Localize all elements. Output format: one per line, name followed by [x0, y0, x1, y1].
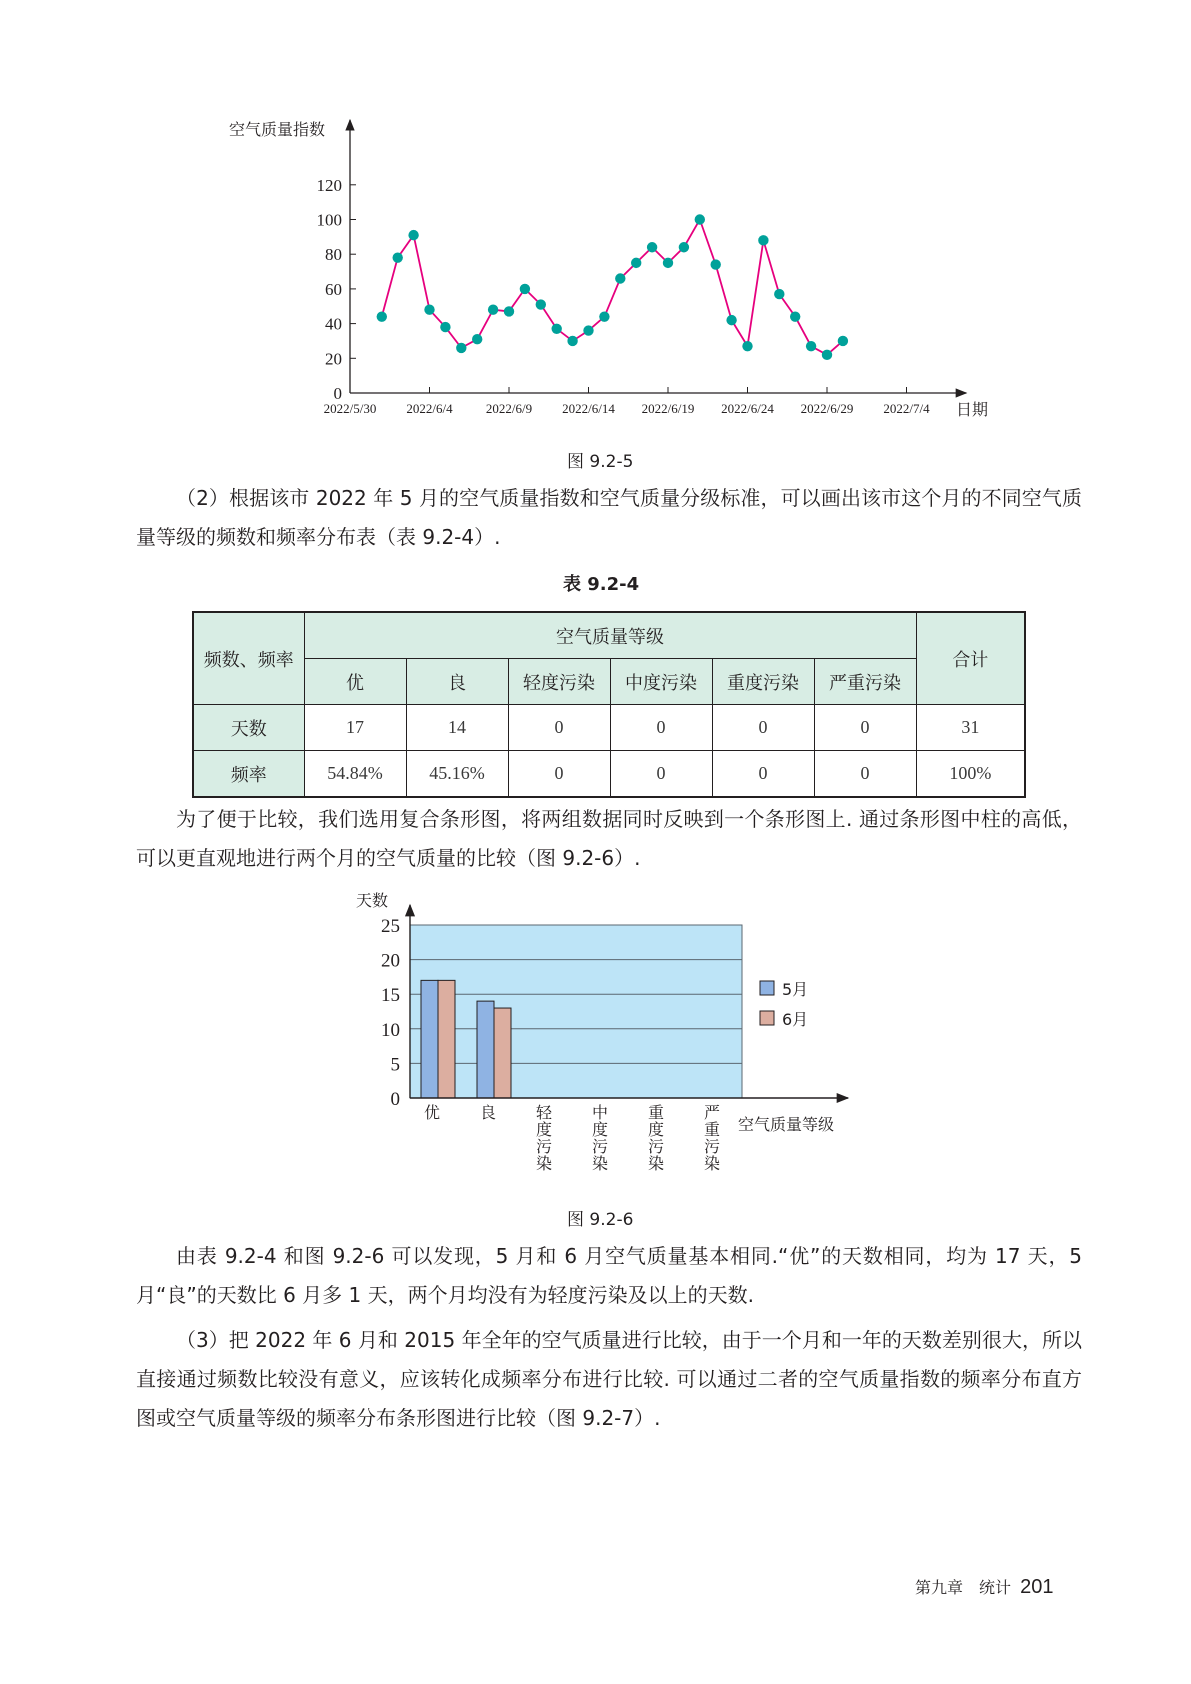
frequency-table	[192, 611, 1026, 798]
bar-chart-category-label: 轻度污染	[535, 1103, 553, 1173]
table-cell: 100%	[916, 751, 1025, 798]
bar-chart-category-label: 重度污染	[647, 1103, 665, 1173]
bar-chart-legend-swatch	[760, 1011, 774, 1025]
bar-chart-legend-swatch	[760, 981, 774, 995]
line-chart-data-point	[424, 305, 434, 315]
line-chart-x-tick-label: 2022/6/19	[641, 401, 695, 416]
line-chart-y-tick-label: 40	[325, 314, 342, 334]
bar-chart-legend-label: 5月	[782, 980, 809, 999]
bar-chart-bar	[494, 1008, 511, 1098]
paragraph-2: 为了便于比较，我们选用复合条形图，将两组数据同时反映到一个条形图上. 通过条形图中柱的高低，可以更直观地进行两个月的空气质量的比较（图 9.2-6）.	[136, 807, 1082, 870]
line-chart-data-point	[377, 311, 387, 321]
table-level-header: 严重污染	[814, 659, 916, 705]
line-chart-data-point	[742, 341, 752, 351]
page-footer	[915, 1575, 1053, 1599]
table-cell: 0	[610, 751, 712, 798]
line-chart-data-point	[774, 289, 784, 299]
table-level-header: 优	[304, 659, 406, 705]
paragraph-1: （2）根据该市 2022 年 5 月的空气质量指数和空气质量分级标准，可以画出该市这个月的不同空气质量等级的频数和频率分布表（表 9.2-4）.	[136, 486, 1082, 549]
line-chart-data-point	[726, 315, 736, 325]
table-group-header: 空气质量等级	[304, 612, 916, 659]
bar-chart-bar	[477, 1001, 494, 1098]
bar-chart-y-tick-label: 20	[381, 950, 400, 972]
line-chart-series-line	[382, 220, 843, 355]
line-chart	[0, 0, 1191, 440]
line-chart-x-tick-label: 2022/7/4	[883, 401, 930, 416]
page-number: 201	[1020, 1576, 1054, 1598]
table-level-header: 良	[406, 659, 508, 705]
line-chart-data-point	[615, 273, 625, 283]
footer-chapter: 第九章 统计	[915, 1578, 1012, 1597]
bar-chart	[0, 880, 1191, 1200]
paragraph-4: （3）把 2022 年 6 月和 2015 年全年的空气质量进行比较，由于一个月和一年的天数差别很大，所以直接通过频数比较没有意义，应该转化成频率分布进行比较. 可以通过二者的空气质量指数的频率分布直方图或空气质量等级的频率分布条形图进行比较（图 9.2-7）.	[136, 1328, 1082, 1430]
table-cell: 54.84%	[304, 751, 406, 798]
line-chart-y-tick-label: 20	[325, 349, 342, 369]
table-cell: 17	[304, 705, 406, 751]
table-level-header: 重度污染	[712, 659, 814, 705]
line-chart-data-point	[536, 299, 546, 309]
line-chart-data-point	[393, 252, 403, 262]
bar-chart-xlabel: 空气质量等级	[738, 1115, 835, 1134]
line-chart-data-point	[838, 336, 848, 346]
table-cell: 45.16%	[406, 751, 508, 798]
bar-chart-bar	[438, 980, 455, 1098]
line-chart-data-point	[552, 324, 562, 334]
line-chart-data-point	[488, 305, 498, 315]
table-row	[193, 705, 1025, 751]
line-chart-y-tick-label: 80	[325, 245, 342, 265]
bar-chart-ylabel: 天数	[356, 891, 389, 910]
table-cell: 0	[508, 751, 610, 798]
table-cell: 14	[406, 705, 508, 751]
line-chart-data-point	[679, 242, 689, 252]
bar-chart-y-tick-label: 10	[381, 1019, 400, 1041]
line-chart-data-point	[504, 306, 514, 316]
bar-chart-category-label: 优	[423, 1103, 441, 1122]
table-cell: 0	[712, 705, 814, 751]
table-cell: 0	[814, 705, 916, 751]
line-chart-y-tick-label: 60	[325, 279, 342, 299]
line-chart-data-point	[663, 258, 673, 268]
line-chart-data-point	[631, 258, 641, 268]
line-chart-xlabel: 日期	[956, 400, 989, 419]
line-chart-data-point	[695, 214, 705, 224]
bar-chart-y-tick-label: 5	[390, 1054, 400, 1076]
table-title: 表 9.2-4	[563, 574, 640, 595]
bar-chart-y-tick-label: 25	[381, 916, 400, 937]
table-level-header: 中度污染	[610, 659, 712, 705]
line-chart-data-point	[711, 259, 721, 269]
table-row-label: 频率	[193, 751, 304, 798]
line-chart-data-point	[583, 325, 593, 335]
line-chart-data-point	[647, 242, 657, 252]
table-cell: 31	[916, 705, 1025, 751]
figure-caption-9-2-6: 图 9.2-6	[567, 1210, 634, 1230]
figure-caption-9-2-5: 图 9.2-5	[567, 452, 634, 472]
line-chart-x-tick-label: 2022/5/30	[323, 401, 377, 416]
line-chart-y-tick-label: 120	[316, 175, 342, 195]
bar-chart-y-tick-label: 15	[381, 985, 400, 1007]
line-chart-y-tick-label: 0	[333, 384, 342, 403]
paragraph-3: 由表 9.2-4 和图 9.2-6 可以发现，5 月和 6 月空气质量基本相同.“优”的天数相同，均为 17 天，5 月“良”的天数比 6 月多 1 天，两个月均没有为轻度污染及以上的天数.	[136, 1244, 1082, 1307]
line-chart-data-point	[758, 235, 768, 245]
line-chart-x-tick-label: 2022/6/29	[800, 401, 854, 416]
table-corner-header: 频数、频率	[193, 612, 304, 705]
bar-chart-bar	[421, 980, 438, 1098]
bar-chart-y-tick-label: 0	[390, 1089, 400, 1110]
line-chart-ylabel: 空气质量指数	[229, 120, 326, 139]
table-cell: 0	[508, 705, 610, 751]
line-chart-data-point	[790, 311, 800, 321]
line-chart-data-point	[520, 284, 530, 294]
bar-chart-category-label: 中度污染	[591, 1103, 609, 1173]
bar-chart-legend-label: 6月	[782, 1010, 809, 1029]
table-cell: 0	[712, 751, 814, 798]
line-chart-x-tick-label: 2022/6/14	[562, 401, 615, 416]
line-chart-x-tick-label: 2022/6/4	[406, 401, 453, 416]
bar-chart-category-label: 良	[479, 1103, 497, 1122]
table-row-label: 天数	[193, 705, 304, 751]
line-chart-data-point	[806, 341, 816, 351]
line-chart-data-point	[456, 343, 466, 353]
bar-chart-plot-area	[410, 925, 742, 1098]
line-chart-data-point	[440, 322, 450, 332]
table-level-header: 轻度污染	[508, 659, 610, 705]
line-chart-data-point	[472, 334, 482, 344]
table-row	[193, 751, 1025, 798]
line-chart-y-tick-label: 100	[316, 210, 342, 230]
line-chart-data-point	[822, 350, 832, 360]
table-cell: 0	[814, 751, 916, 798]
table-total-header: 合计	[916, 612, 1025, 705]
line-chart-x-tick-label: 2022/6/9	[485, 401, 533, 416]
line-chart-data-point	[408, 230, 418, 240]
bar-chart-category-label: 严重污染	[703, 1103, 721, 1173]
line-chart-data-point	[567, 336, 577, 346]
line-chart-data-point	[599, 311, 609, 321]
table-cell: 0	[610, 705, 712, 751]
line-chart-x-tick-label: 2022/6/24	[721, 401, 774, 416]
